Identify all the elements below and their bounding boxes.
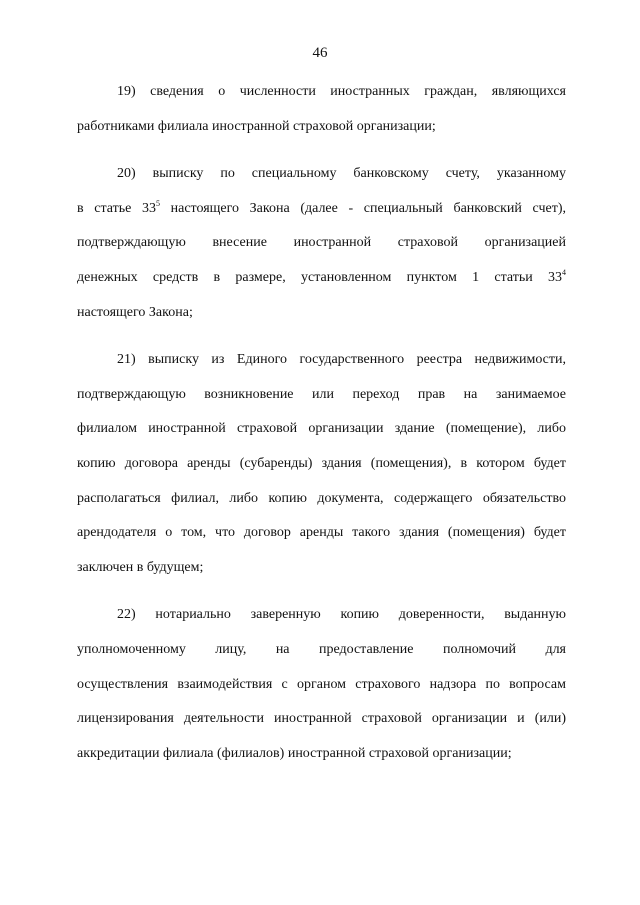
paragraph-20 bbox=[77, 159, 566, 332]
paragraph-22-line-2: уполномоченному лицу, на предоставление полномочий для bbox=[77, 641, 566, 657]
paragraph-22-line-1: 22) нотариально заверенную копию доверенности, выданную bbox=[117, 607, 566, 623]
document-body bbox=[77, 77, 566, 786]
paragraph-20-line-1: 20) выписку по специальному банковскому счету, указанному bbox=[117, 166, 566, 182]
article-ref-superscript-2: 4 bbox=[562, 267, 566, 277]
paragraph-22-line-5: аккредитации филиала (филиалов) иностранной страховой организации; bbox=[77, 745, 512, 761]
paragraph-22 bbox=[77, 600, 566, 773]
paragraph-22-line-3: осуществления взаимодействия с органом страхового надзора по вопросам bbox=[77, 676, 566, 692]
paragraph-19-line-1: 19) сведения о численности иностранных граждан, являющихся bbox=[117, 84, 566, 99]
paragraph-20-line-4 bbox=[77, 263, 566, 298]
paragraph-21-line-7: заключен в будущем; bbox=[77, 559, 204, 575]
paragraph-21-line-3: филиалом иностранной страховой организации здание (помещение), либо bbox=[77, 421, 566, 437]
article-ref-text: в статье 33 bbox=[77, 200, 156, 216]
paragraph-19-line-2: работниками филиала иностранной страховой организации; bbox=[77, 118, 436, 134]
article-ref-text-2: денежных средств в размере, установленном пунктом 1 статьи 33 bbox=[77, 269, 562, 285]
paragraph-20-line-3: подтверждающую внесение иностранной страховой организацией bbox=[77, 235, 566, 251]
paragraph-20-line-2-rest: настоящего Закона (далее - специальный банковский счет), bbox=[159, 200, 566, 216]
paragraph-20-line-2 bbox=[77, 194, 566, 229]
page-number: 46 bbox=[312, 45, 328, 61]
paragraph-22-line-4: лицензирования деятельности иностранной страховой организации и (или) bbox=[77, 711, 566, 727]
paragraph-21-line-5: располагаться филиал, либо копию документа, содержащего обязательство bbox=[77, 490, 566, 506]
paragraph-21 bbox=[77, 345, 566, 587]
paragraph-19 bbox=[77, 77, 566, 146]
article-ref-superscript: 5 bbox=[155, 198, 160, 208]
paragraph-21-line-4: копию договора аренды (субаренды) здания (помещения), в котором будет bbox=[77, 455, 566, 471]
paragraph-20-line-5: настоящего Закона; bbox=[77, 304, 193, 320]
paragraph-21-line-6: арендодателя о том, что договор аренды такого здания (помещения) будет bbox=[77, 525, 566, 541]
paragraph-21-line-1: 21) выписку из Единого государственного реестра недвижимости, bbox=[117, 352, 566, 368]
paragraph-21-line-2: подтверждающую возникновение или переход прав на занимаемое bbox=[77, 386, 566, 402]
